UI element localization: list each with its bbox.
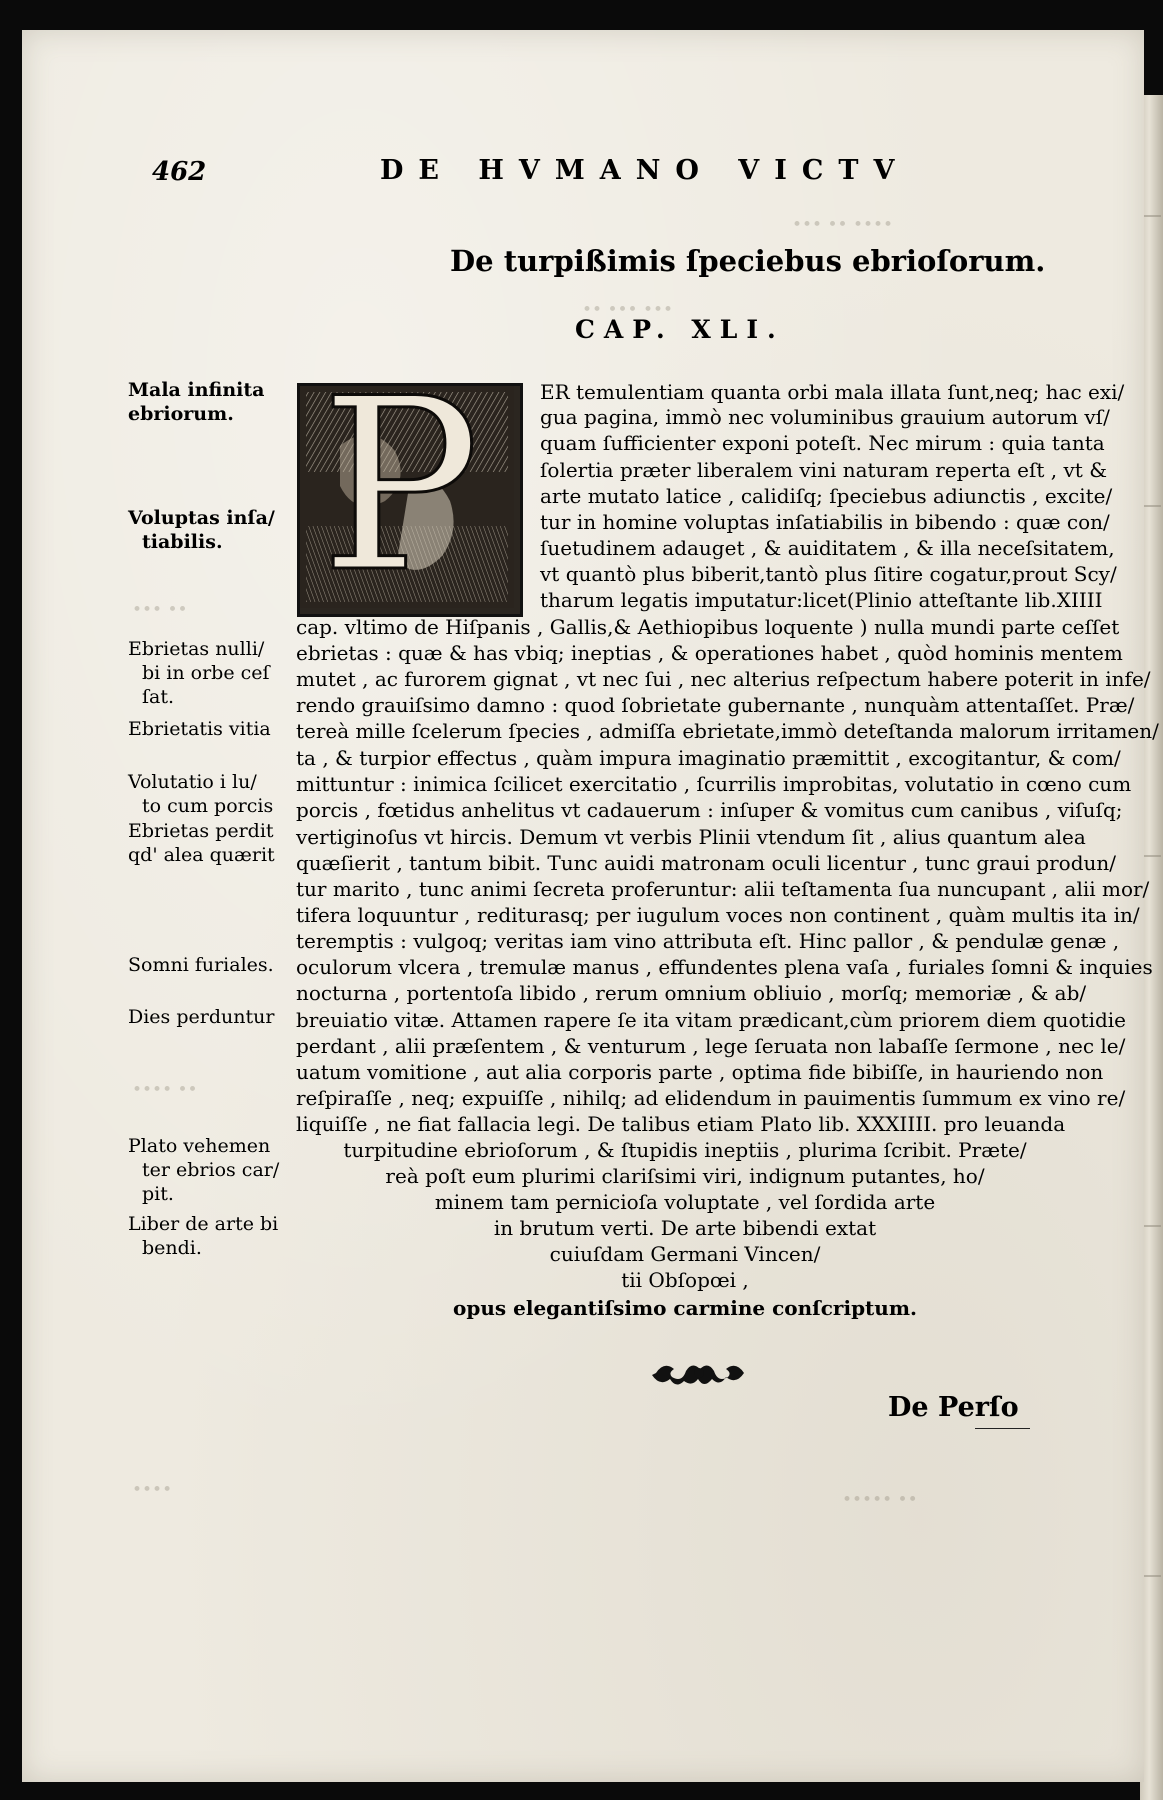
sidenote-line: Ebrietatis vitia	[128, 718, 271, 740]
tail-line: in brutum verti. De arte bibendi extat	[493, 1216, 877, 1240]
sidenote-line: tiabilis.	[142, 531, 223, 553]
body-line: uatum vomitione , aut alia corporis parte , optima fide bibiſſe, in hauriendo non	[296, 1060, 1104, 1084]
body-line: nocturna , portentoſa libido , rerum omnium obliuio , morſq; memoriæ , & ab/	[296, 981, 1087, 1005]
tail-line: reà poſt eum plurimi clariſsimi viri, indignum putantes, ho/	[385, 1164, 985, 1188]
body-line: teremptis : vulgoq; veritas iam vino attributa eſt. Hinc pallor , & pendulæ genæ ,	[296, 929, 1120, 953]
body-line: vertiginoſus vt hircis. Demum vt verbis Plinii vtendum ſit , alius quantum alea	[296, 825, 1086, 849]
tail-line: cuiuſdam Germani Vincen/	[549, 1242, 821, 1266]
chapter-number: CAP. XLI.	[575, 315, 785, 344]
tail-line: turpitudine ebrioſorum , & ſtupidis ineptiis , plurima ſcribit. Præte/	[343, 1138, 1027, 1162]
sidenote	[128, 637, 298, 709]
body-line: rendo grauiſsimo damno : quod ſobrietate gubernante , nunquàm attentaſſet. Præ/	[296, 693, 1135, 717]
body-line: gua pagina, immò nec voluminibus grauium autorum vſ/	[540, 405, 1110, 429]
body-line: reſpiraſſe , neq; expuiſſe , nihilq; ad elidendum in pauimentis ſummum ex vino re/	[296, 1086, 1126, 1110]
catchword-rule	[975, 1428, 1030, 1429]
chapter-title: De turpißimis ſpeciebus ebrioſorum.	[450, 244, 1046, 278]
sidenote	[128, 770, 298, 818]
running-head: DE HVMANO VICTV	[380, 155, 910, 186]
body-line: cap. vltimo de Hiſpanis , Gallis,& Aethiopibus loquente ) nulla mundi parte ceſſet	[296, 615, 1120, 639]
sidenote-line: Liber de arte bi	[128, 1213, 279, 1235]
sidenote-line: pit.	[142, 1183, 174, 1205]
body-line: tharum legatis imputatur:licet(Plinio atteſtante lib.XIIII	[540, 588, 1103, 612]
sidenote-line: Ebrietas nulli/	[128, 638, 265, 660]
catchword: De Perſo	[888, 1392, 1019, 1423]
sidenote-line: ſat.	[142, 686, 175, 708]
body-line: oculorum vlcera , tremulæ manus , effundentes plena vaſa , furiales ſomni & inquies	[296, 955, 1153, 979]
sidenote-line: Voluptas inſa/	[128, 507, 275, 529]
sidenote	[128, 717, 298, 741]
sidenote-line: ter ebrios car/	[142, 1159, 280, 1181]
sidenote-line: qd' alea quærit	[128, 844, 275, 866]
body-line: arte mutato latice , calidiſq; ſpeciebus adiunctis , excite/	[540, 484, 1113, 508]
body-line: mittuntur : inimica ſcilicet exercitatio , ſcurrilis improbitas, volutatio in cœno cum	[296, 772, 1132, 796]
sidenote-line: Plato vehemen	[128, 1135, 271, 1157]
sidenote	[128, 819, 298, 867]
tail-line: minem tam pernicioſa voluptate , vel ſordida arte	[434, 1190, 936, 1214]
sidenote-line: to cum porcis	[142, 795, 274, 817]
sidenote-line: Ebrietas perdit	[128, 820, 274, 842]
sidenote-line: Somni furiales.	[128, 954, 274, 976]
sidenote-line: Dies perduntur	[128, 1006, 275, 1028]
show-through: ••• •• ••••	[792, 215, 894, 235]
body-line: liquiſſe , ne fiat fallacia legi. De talibus etiam Plato lib. XXXIIII. pro leuanda	[296, 1112, 1066, 1136]
body-line: ſuetudinem adauget , & auiditatem , & illa neceſsitatem,	[540, 536, 1115, 560]
show-through: ••• ••	[132, 600, 188, 620]
body-line: mutet , ac furorem gignat , vt nec ſui , nec alterius reſpectum habere poterit in infe/	[296, 667, 1151, 691]
body-line: tur marito , tunc animi ſecreta proferuntur: alii teſtamenta ſua nuncupant , alii mor/	[296, 877, 1150, 901]
body-line: quam ſufficienter exponi poteſt. Nec mirum : quia tanta	[540, 431, 1105, 455]
sidenote	[128, 378, 298, 426]
sidenote-line: ebriorum.	[128, 403, 234, 425]
page-number: 462	[152, 157, 207, 187]
body-line: ta , & turpior effectus , quàm impura imaginatio præmittit , excogitantur, & com/	[296, 746, 1121, 770]
sidenote-line: bendi.	[142, 1237, 202, 1259]
initial-letter: P	[320, 348, 481, 625]
body-line: ebrietas : quæ & has vbiq; ineptias , & operationes habet , quòd hominis mentem	[296, 641, 1123, 665]
show-through: •••• ••	[132, 1080, 198, 1100]
sidenote-line: Volutatio i lu/	[128, 771, 257, 793]
show-through: •• ••• •••	[582, 300, 674, 320]
body-line: tifera loquuntur , rediturasq; per iugulum voces non continent , quàm multis ita in/	[296, 903, 1140, 927]
sidenote	[128, 506, 298, 554]
show-through: ••••• ••	[842, 1490, 918, 1510]
body-line: perdant , alii præſentem , & venturum , lege ſeruata non labaſſe ſermone , nec le/	[296, 1034, 1126, 1058]
body-line: tereà mille ſcelerum ſpecies , admiſſa ebrietate,immò deteſtanda malorum irritamen/	[296, 719, 1159, 743]
tail-line: opus elegantiſsimo carmine conſcriptum.	[453, 1296, 917, 1320]
sidenote-line: bi in orbe ceſ	[142, 662, 270, 684]
sidenote	[128, 1005, 298, 1029]
body-line: ſolertia præter liberalem vini naturam reperta eſt , vt &	[540, 458, 1107, 482]
body-line: quæſierit , tantum bibit. Tunc auidi matronam oculi licentur , tunc graui produn/	[296, 851, 1117, 875]
body-line: breuiatio vitæ. Attamen rapere ſe ita vitam prædicant,cùm priorem diem quotidie	[296, 1008, 1127, 1032]
show-through: ••••	[132, 1480, 173, 1500]
printers-ornament	[652, 1358, 746, 1388]
woodcut-initial	[297, 348, 523, 625]
body-line: vt quantò plus biberit,tantò plus ſitire cogatur,prout Scy/	[540, 562, 1117, 586]
body-line: tur in homine voluptas inſatiabilis in bibendo : quæ con/	[540, 510, 1110, 534]
sidenote	[128, 953, 298, 977]
tail-line: tii Obſopœi ,	[621, 1268, 749, 1292]
sidenote-line: Mala infinita	[128, 379, 265, 401]
body-line: ER temulentiam quanta orbi mala illata ſunt,neq; hac exi/	[540, 380, 1125, 404]
body-line: porcis , fœtidus anhelitus vt cadauerum : inſuper & vomitus cum canibus , viſuſq;	[296, 798, 1123, 822]
